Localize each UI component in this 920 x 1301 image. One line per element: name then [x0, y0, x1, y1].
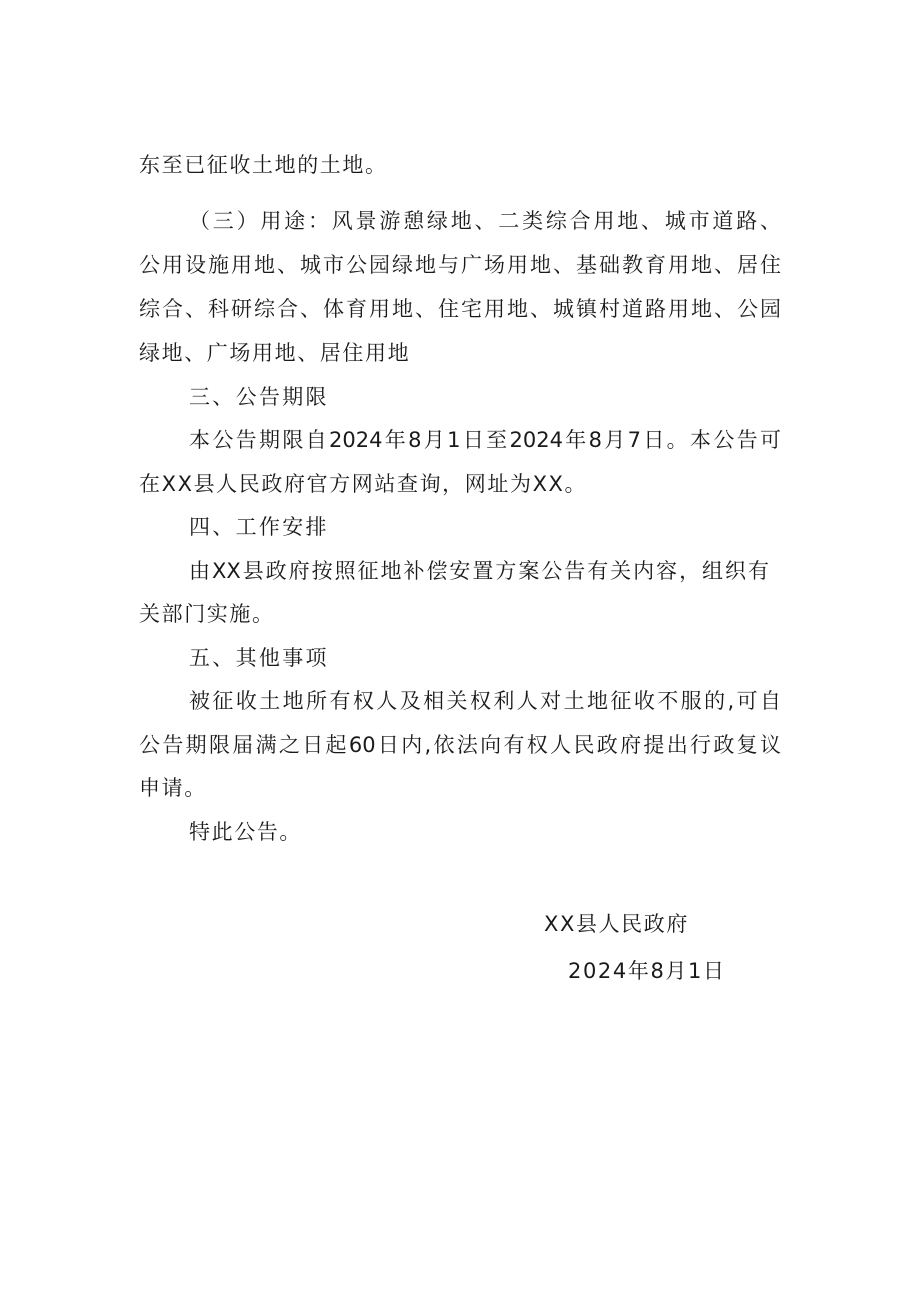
land-use-line-2: 公用设施用地、城市公园绿地与广场用地、基础教育用地、居住 [139, 253, 781, 277]
closing-text: 特此公告。 [189, 820, 302, 844]
east-boundary-text: 东至已征收土地的土地。 [139, 153, 388, 177]
land-use-line-1: （三）用途：风景游憩绿地、二类综合用地、城市道路、 [189, 209, 781, 233]
work-arrangement-line-2: 关部门实施。 [139, 602, 275, 626]
other-matters-line-3: 申请。 [139, 776, 207, 800]
issue-date: 2024年8月1日 [568, 959, 726, 983]
land-use-line-4: 绿地、广场用地、居住用地 [139, 341, 411, 365]
notice-period-line-2: 在XX县人民政府官方网站查询，网址为XX。 [139, 472, 588, 496]
other-matters-line-1: 被征收土地所有权人及相关权利人对土地征收不服的,可自 [189, 689, 781, 713]
issuer-signature: XX县人民政府 [544, 912, 689, 936]
work-arrangement-line-1: 由XX县政府按照征地补偿安置方案公告有关内容，组织有 [189, 559, 769, 583]
section-5-heading: 五、其他事项 [189, 646, 329, 670]
notice-period-line-1: 本公告期限自2024年8月1日至2024年8月7日。本公告可 [189, 428, 781, 452]
section-3-heading: 三、公告期限 [189, 385, 329, 409]
section-4-heading: 四、工作安排 [189, 515, 329, 539]
land-use-line-3: 综合、科研综合、体育用地、住宅用地、城镇村道路用地、公园 [139, 297, 781, 321]
other-matters-line-2: 公告期限届满之日起60日内,依法向有权人民政府提出行政复议 [139, 733, 781, 757]
